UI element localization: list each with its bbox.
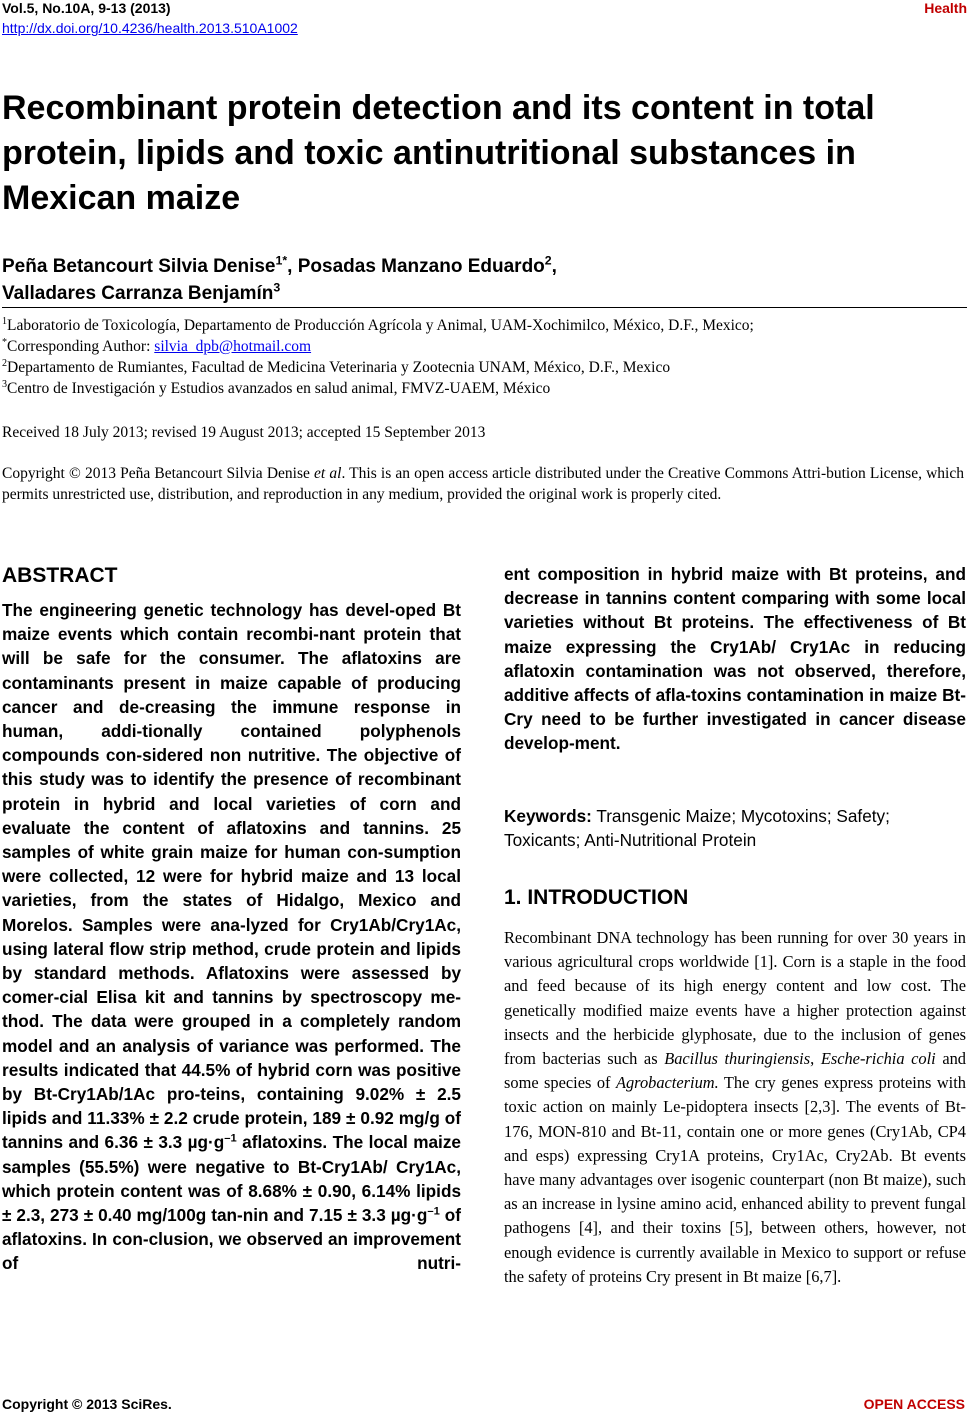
- introduction-text: Recombinant DNA technology has been running for over 30 years in various agricultural crops worldwide [1]. Corn is a staple in the food and feed because of its high energy content and low cost. The genetically modified maize events have a higher protection against insects and the herbicide glyphosate, due to the inclusion of genes from bacterias such as Bacillus thuringiensis, Esche-richia coli and some species of Agrobacterium. The cry genes express proteins with toxic action on mainly Le-pidoptera insects [2,3]. The events of Bt-176, MON-810 and Bt-11, contain one or more genes (Cry1Ab, CP4 and esps) expressing Cry1A proteins, Cry1Ac, Cry2Ab. Bt events have many advantages over isogenic counterpart (non Bt maize), such as an increase in lysine amino acid, enhanced ability to prevent fungal pathogens [4], and their toxins [5], between others, however, not enough evidence is currently available in Mexico to support or refuse the safety of proteins Cry present in Bt maize [6,7].: [504, 928, 966, 1286]
- affiliations: [2, 315, 962, 399]
- affiliation-3: $^3$Centro de Investigación y Estudios avanzados en salud animal, FMVZ-UAEM, México: [2, 378, 551, 397]
- keywords-label: Keywords:: [504, 806, 592, 826]
- journal-name: Health: [924, 0, 967, 16]
- affiliation-2: $^2$Departamento de Rumiantes, Facultad de Medicina Veterinaria y Zootecnia UNAM, México, D.F., Mexico: [2, 357, 671, 376]
- abstract-heading: ABSTRACT: [2, 564, 118, 587]
- introduction-heading: 1. INTRODUCTION: [504, 886, 689, 909]
- author-3-sup: 3: [273, 280, 281, 295]
- header-divider: [2, 307, 967, 308]
- author-3: Valladares Carranza Benjamín: [2, 283, 274, 304]
- author-1-sup: 1*: [275, 253, 288, 268]
- author-list: Peña Betancourt Silvia Denise$^{1*}$, Posadas Manzano Eduardo$^2$, Valladares Carranza Benjamín$^3$: [2, 253, 557, 304]
- corresponding-email-link[interactable]: silvia_dpb@hotmail.com: [154, 338, 312, 355]
- affiliation-1: $^1$Laboratorio de Toxicología, Departamento de Producción Agrícola y Animal, UAM-Xochimilco, México, D.F., Mexico;: [2, 315, 754, 334]
- received-dates: Received 18 July 2013; revised 19 August 2013; accepted 15 September 2013: [2, 424, 486, 441]
- abstract-text-continued: ent composition in hybrid maize with Bt proteins, and decrease in tannins content comparing with some local varieties without Bt proteins. The effectiveness of Bt maize expressing the Cry1Ab/ Cry1Ac in reducing aflatoxin contamination was not observed, therefore, additive affects of afla-toxins contamination in maize Bt-Cry need to be further investigated in cancer disease develop-ment.: [504, 564, 966, 754]
- footer-copyright: Copyright © 2013 SciRes.: [2, 1396, 172, 1412]
- article-title: Recombinant protein detection and its content in total protein, lipids and toxic antinutritional substances in Mexican maize: [2, 89, 875, 217]
- corresponding-author: *Corresponding Author: silvia_dpb@hotmail.com: [2, 336, 312, 355]
- author-2-sup: 2: [544, 253, 552, 268]
- keywords-list: Transgenic Maize; Mycotoxins; Safety; Toxicants; Anti-Nutritional Protein: [504, 806, 890, 851]
- copyright-notice: Copyright © 2013 Peña Betancourt Silvia Denise et al. This is an open access article distributed under the Creative Commons Attri-bution License, which permits unrestricted use, distribution, and reproduction in any medium, provided the original work is properly cited.: [2, 465, 964, 503]
- doi-link[interactable]: http://dx.doi.org/10.4236/health.2013.510A1002: [2, 20, 298, 36]
- footer-open-access: OPEN ACCESS: [863, 1396, 965, 1412]
- abstract-text: The engineering genetic technology has devel-oped Bt maize events which contain recombi-nant protein that will be safe for the consumer. The aflatoxins are contaminants present in maize capable of producing cancer and de-creasing the immune response in human, addi-tionally contained polyphenols compounds con-sidered non nutritive. The objective of this study was to identify the presence of recombinant protein in hybrid and local varieties of corn and evaluate the content of aflatoxins and tannins. 25 samples of white grain maize for human con-sumption were collected, 12 were for hybrid maize and 13 local varieties, from the states of Hidalgo, Mexico and Morelos. Samples were ana-lyzed for Cry1Ab/Cry1Ac, using lateral flow strip method, crude protein and lipids by standard methods. Aflatoxins were assessed by comer-cial Elisa kit and tannins by spectroscopy me-thod. The data were grouped in a completely random model and an analysis of variance was performed. The results indicated that 44.5% of hybrid corn was positive by Bt-Cry1Ab/1Ac pro-teins, containing 9.02% ± 2.5 lipids and 11.33% ± 2.2 crude protein, 189 ± 0.92 mg/g of tannins and 6.36 ± 3.3 $\mu g\cdot g^{-1}$ aflatoxins. The local maize samples (55.5%) were negative to Bt-Cry1Ab/ Cry1Ac, which protein content was of 8.68% ± 0.90, 6.14% lipids ± 2.3, 273 ± 0.40 mg/100g tan-nin and 7.15 ± 3.3 $\mu g\cdot g^{-1}$ of aflatoxins. In con-clusion, we observed an improvement of nutri-: [2, 600, 461, 1274]
- keywords: [504, 804, 966, 852]
- author-1: Peña Betancourt Silvia Denise: [2, 256, 276, 277]
- author-2: Posadas Manzano Eduardo: [297, 256, 545, 277]
- journal-volume-info: Vol.5, No.10A, 9-13 (2013): [2, 0, 171, 16]
